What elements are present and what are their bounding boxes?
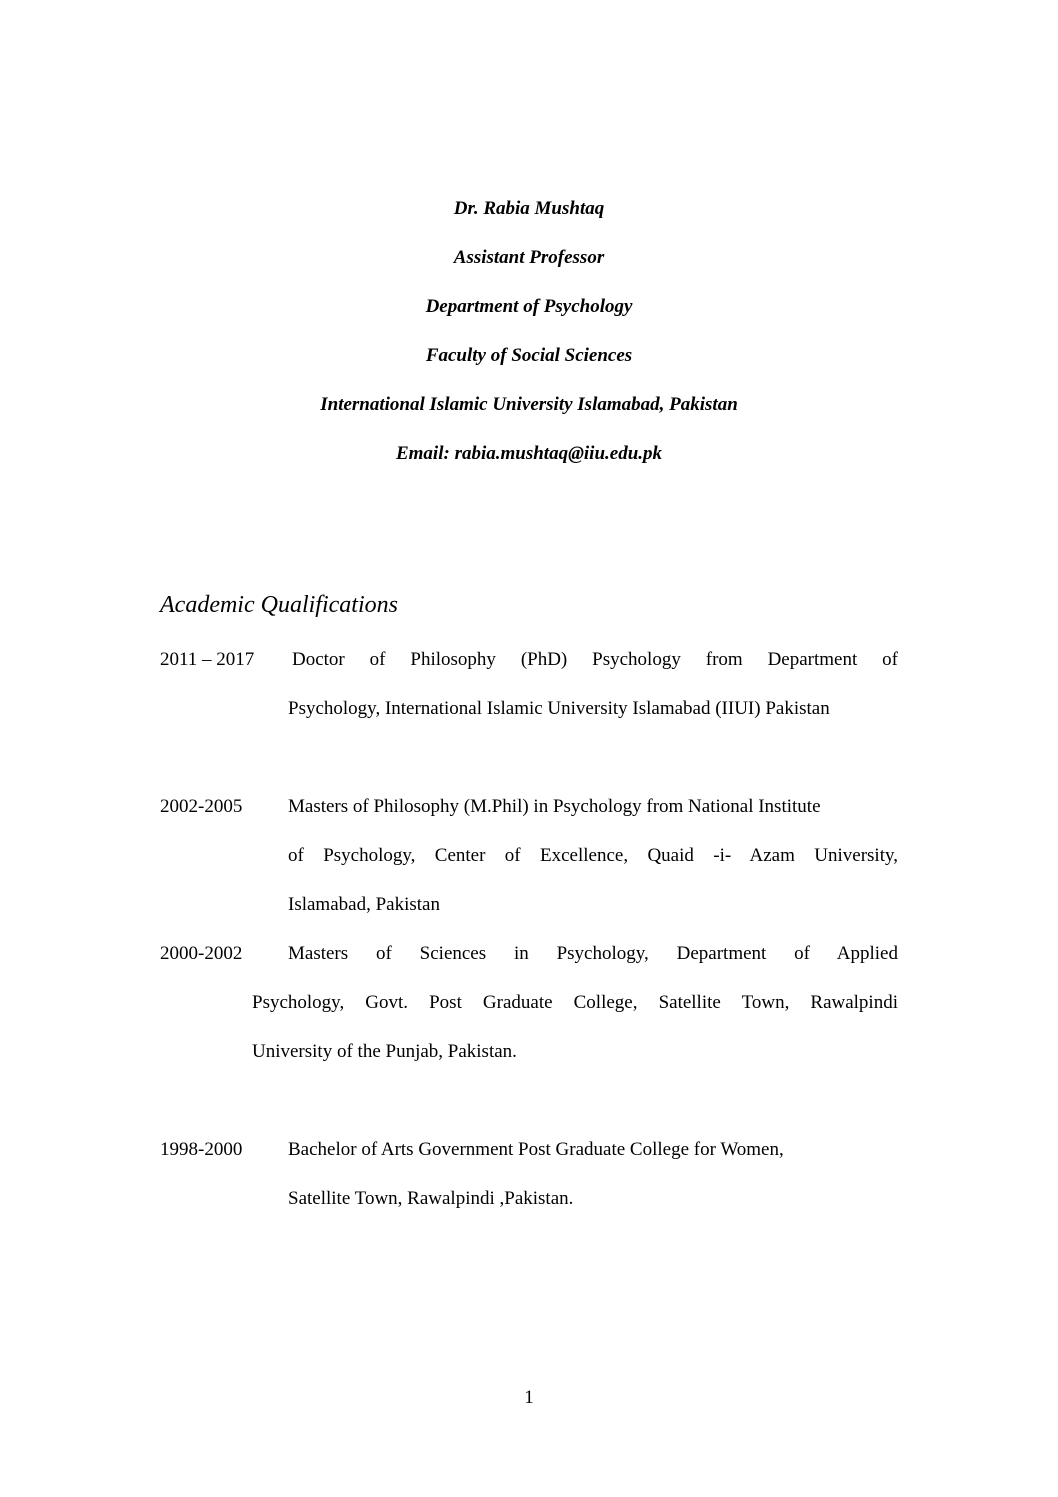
qualification-line: Masters of Sciences in Psychology, Department of Applied <box>288 943 898 964</box>
qualification-line: Psychology, International Islamic University Islamabad (IIUI) Pakistan <box>288 698 830 719</box>
qualification-line: Doctor of Philosophy (PhD) Psychology from Department of <box>292 649 898 670</box>
author-department: Department of Psychology <box>425 296 633 317</box>
qualification-line: of Psychology, Center of Excellence, Quaid -i- Azam University, <box>288 845 898 866</box>
qualification-period: 1998-2000 <box>160 1139 243 1160</box>
qualification-line: Bachelor of Arts Government Post Graduate College for Women, <box>288 1139 784 1160</box>
section-title-academic-qualifications: Academic Qualifications <box>160 592 398 618</box>
qualification-line: Satellite Town, Rawalpindi ,Pakistan. <box>288 1188 574 1209</box>
author-faculty: Faculty of Social Sciences <box>425 345 633 366</box>
qualification-line: Islamabad, Pakistan <box>288 894 440 915</box>
qualification-period: 2000-2002 <box>160 943 243 964</box>
qualification-period: 2011 – 2017 <box>160 649 255 670</box>
author-university: International Islamic University Islamabad, Pakistan <box>320 394 738 415</box>
author-designation: Assistant Professor <box>453 247 605 268</box>
qualification-line: Psychology, Govt. Post Graduate College, Satellite Town, Rawalpindi <box>252 992 898 1013</box>
author-name: Dr. Rabia Mushtaq <box>453 198 605 219</box>
author-email: Email: rabia.mushtaq@iiu.edu.pk <box>395 443 663 464</box>
qualification-line: Masters of Philosophy (M.Phil) in Psychology from National Institute <box>288 796 821 817</box>
qualification-period: 2002-2005 <box>160 796 243 817</box>
qualification-line: University of the Punjab, Pakistan. <box>252 1041 517 1062</box>
page-number: 1 <box>524 1387 534 1408</box>
